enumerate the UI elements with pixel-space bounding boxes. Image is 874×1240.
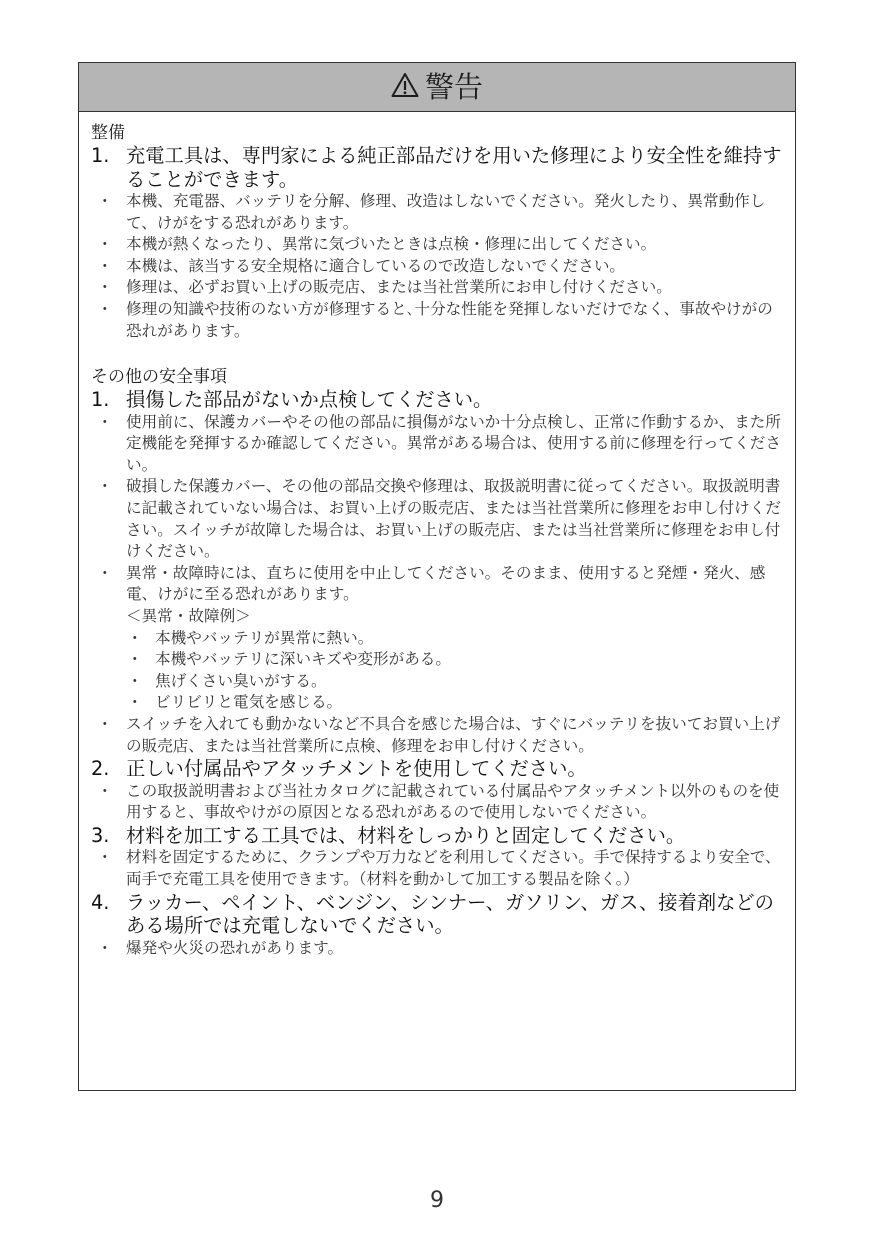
bullet-item: ・ この取扱説明書および当社カタログに記載されている付属品やアタッチメント以外のものを使用すると、事故やけがの原因となる恐れがあるので使用しないでください。 [97,781,780,822]
bullet-text: 材料を固定するために、クランプや万力などを利用してください。手で保持するより安全で、両手で充電工具を使用できます。（材料を動かして加工する製品を除く。） [126,848,781,888]
numbered-item [91,891,783,938]
bullet-text: 使用前に、保護カバーやその他の部品に損傷がないか十分点検し、正常に作動するか、また所定機能を発揮するか確認してください。異常がある場合は、使用する前に修理を行ってください。 [126,412,781,474]
warning-header [79,63,795,112]
example-text: ビリビリと電気を感じる。 [155,693,343,712]
numbered-item [91,824,783,848]
bullet-text: スイッチを入れても動かないなど不具合を感じた場合は、すぐにバッテリを抜いてお買い上げの販売店、または当社営業所に点検、修理をお申し付けください。 [126,714,781,755]
bullet-item: ・ 爆発や火災の恐れがあります。 [97,938,344,957]
item-number: 4. [91,890,110,914]
numbered-item [91,757,783,781]
bullet-item: ・ 使用前に、保護カバーやその他の部品に損傷がないか十分点検し、正常に作動するか、また所定機能を発揮するか確認してください。異常がある場合は、使用する前に修理を行ってください。 [97,412,781,474]
bullet-item: ・ 材料を固定するために、クランプや万力などを利用してください。手で保持するより安全で、両手で充電工具を使用できます。（材料を動かして加工する製品を除く。） [97,848,781,888]
example-item: ・ 本機やバッテリが異常に熱い。 [127,628,374,647]
bullet-text: 異常・故障時には、直ちに使用を中止してください。そのまま、使用すると発煙・発火、感電、けがに至る恐れがあります。 [126,563,766,604]
bullet-text: 破損した保護カバー、その他の部品交換や修理は、取扱説明書に従ってください。取扱説明書に記載されていない場合は、お買い上げの販売店、または当社営業所に修理をお申し付けください。スイッチが故障した場合は、お買い上げの販売店、または当社営業所に修理をお申し付けください。 [126,477,781,561]
bullet-text: 本機、充電器、バッテリを分解、修理、改造はしないでください。発火したり、異常動作して、けがをする恐れがあります。 [126,192,766,232]
item-number: 1. [91,144,110,167]
bullet-item: ・ 破損した保護カバー、その他の部品交換や修理は、取扱説明書に従ってください。取扱説明書に記載されていない場合は、お買い上げの販売店、または当社営業所に修理をお申し付けください。スイッチが故障した場合は、お買い上げの販売店、または当社営業所に修理をお申し付けください。 [97,477,781,561]
warning-title: 警告 [424,69,483,104]
item-text: 材料を加工する工具では、材料をしっかりと固定してください。 [126,823,686,847]
bullet-item: ・ 本機が熱くなったり、異常に気づいたときは点検・修理に出してください。 [97,235,657,254]
example-item: ・ 焦げくさい臭いがする。 [127,671,327,690]
bullet-text: 修理は、必ずお買い上げの販売店、または当社営業所にお申し付けください。 [126,278,672,297]
bullet-text: 本機が熱くなったり、異常に気づいたときは点検・修理に出してください。 [126,235,657,254]
item-number: 1. [91,388,110,412]
warning-content [79,112,795,959]
bullet-text: 修理の知識や技術のない方が修理すると､十分な性能を発揮しないだけでなく、事故やけがの恐れがあります。 [126,299,773,340]
example-text: 焦げくさい臭いがする。 [155,671,327,690]
bullet-item: ・ 修理は、必ずお買い上げの販売店、または当社営業所にお申し付けください。 [97,278,672,297]
bullet-item: ・ 修理の知識や技術のない方が修理すると､十分な性能を発揮しないだけでなく、事故やけがの恐れがあります。 [97,299,773,340]
item-text: ラッカー、ペイント、ベンジン、シンナー、ガソリン、ガス、接着剤などのある場所では充電しないでください。 [126,890,774,938]
item-text: 充電工具は、専門家による純正部品だけを用いた修理により安全性を維持することができます。 [126,144,782,191]
bullet-text: この取扱説明書および当社カタログに記載されている付属品やアタッチメント以外のものを使用すると、事故やけがの原因となる恐れがあるので使用しないでください。 [126,781,780,822]
item-text: 損傷した部品がないか点検してください。 [126,388,493,412]
bullet-text: 本機は、該当する安全規格に適合しているので改造しないでください。 [126,256,626,275]
item-number: 3. [91,823,110,847]
numbered-item [91,388,783,412]
page-number: 9 [430,1188,444,1213]
bullet-item: ・ 本機は、該当する安全規格に適合しているので改造しないでください。 [97,256,626,275]
warning-triangle-icon [391,72,419,102]
warning-box [78,62,796,1091]
example-item: ・ 本機やバッテリに深いキズや変形がある。 [127,650,451,669]
bullet-item: ・ 異常・故障時には、直ちに使用を中止してください。そのまま、使用すると発煙・発火、感電、けがに至る恐れがあります。 [97,563,766,604]
example-text: 本機やバッテリが異常に熱い。 [155,628,374,647]
bullet-text: 爆発や火災の恐れがあります。 [126,938,344,957]
example-text: 本機やバッテリに深いキズや変形がある。 [155,650,451,669]
example-heading: ＜異常・故障例＞ [126,607,251,625]
section-title: 整備 [91,123,125,143]
item-text: 正しい付属品やアタッチメントを使用してください。 [126,757,587,781]
example-item: ・ ビリビリと電気を感じる。 [127,693,343,712]
numbered-item [91,144,783,191]
item-number: 2. [91,757,110,781]
section-title: その他の安全事項 [91,367,227,388]
bullet-item: ・ スイッチを入れても動かないなど不具合を感じた場合は、すぐにバッテリを抜いてお買い上げの販売店、または当社営業所に点検、修理をお申し付けください。 [97,714,781,755]
bullet-item: ・ 本機、充電器、バッテリを分解、修理、改造はしないでください。発火したり、異常動作して、けがをする恐れがあります。 [97,192,766,232]
